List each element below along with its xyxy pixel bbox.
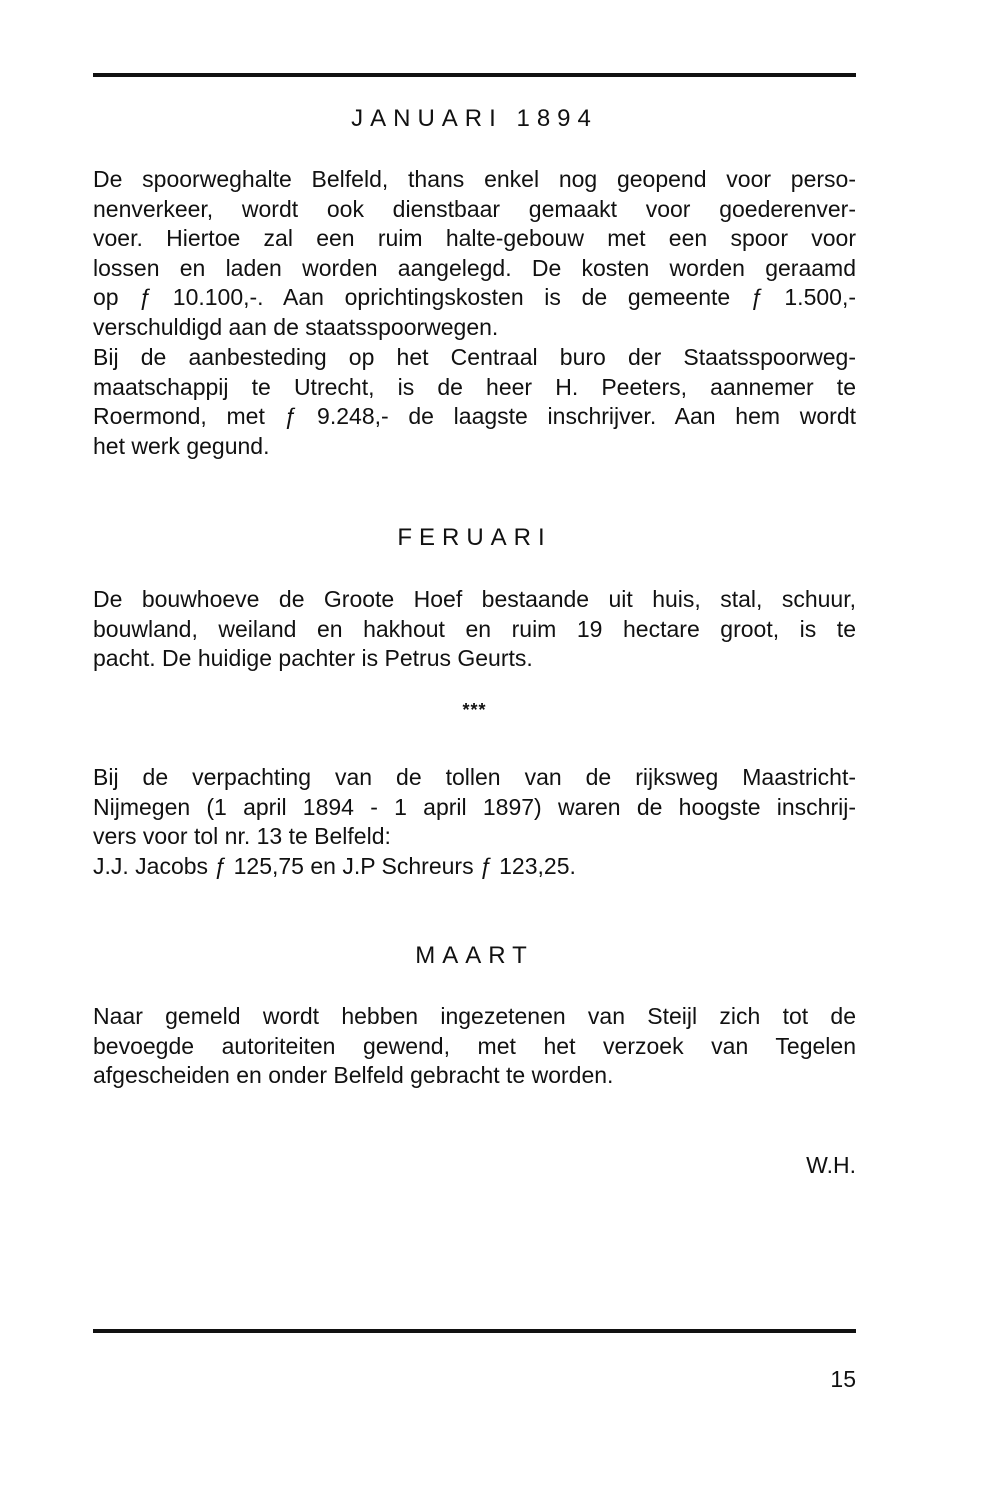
- text-line: afgescheiden en onder Belfeld gebracht te worden.: [93, 1062, 614, 1089]
- text-line: bouwland, weiland en hakhout en ruim 19 hectare groot, is te: [93, 615, 856, 642]
- section-separator: ***: [462, 700, 487, 720]
- text-line: maatschappij te Utrecht, is de heer H. Peeters, aannemer te: [93, 373, 856, 400]
- text-line: Naar gemeld wordt hebben ingezetenen van Steijl zich tot de: [93, 1003, 856, 1029]
- page-number: 15: [830, 1366, 856, 1392]
- bottom-rule: [93, 1329, 856, 1333]
- text-line: Roermond, met ƒ 9.248,- de laagste inschrijver. Aan hem wordt: [93, 403, 856, 430]
- text-line: vers voor tol nr. 13 te Belfeld:: [93, 823, 391, 850]
- paragraph-bouwhoeve: [93, 585, 856, 674]
- text-line: voer. Hiertoe zal een ruim halte-gebouw met een spoor voor: [93, 225, 856, 252]
- paragraph-aanbesteding: [93, 343, 856, 461]
- text-line: verschuldigd aan de staatsspoorwegen.: [93, 313, 499, 340]
- text-line: De spoorweghalte Belfeld, thans enkel nog geopend voor perso-: [93, 166, 856, 192]
- author-signature: W.H.: [806, 1152, 856, 1178]
- text-line: op ƒ 10.100,-. Aan oprichtingskosten is de gemeente ƒ 1.500,-: [93, 284, 856, 311]
- section-heading-feruari: FERUARI: [397, 524, 552, 551]
- text-line: lossen en laden worden aangelegd. De kosten worden geraamd: [93, 254, 856, 281]
- text-line: het werk gegund.: [93, 432, 270, 459]
- text-line: nenverkeer, wordt ook dienstbaar gemaakt voor goederenver-: [93, 195, 856, 222]
- section-heading-maart: MAART: [415, 942, 534, 969]
- text-line: J.J. Jacobs ƒ 125,75 en J.P Schreurs ƒ 123,25.: [93, 852, 576, 879]
- text-line: bevoegde autoriteiten gewend, met het verzoek van Tegelen: [93, 1032, 856, 1059]
- text-line: pacht. De huidige pachter is Petrus Geurts.: [93, 645, 533, 672]
- paragraph-spoorweghalte: [93, 165, 856, 343]
- top-rule: [93, 73, 856, 77]
- paragraph-steijl: [93, 1002, 856, 1091]
- text-line: Bij de aanbesteding op het Centraal buro der Staatsspoorweg-: [93, 344, 856, 370]
- paragraph-tollen: [93, 763, 856, 881]
- text-line: Bij de verpachting van de tollen van de rijksweg Maastricht-: [93, 764, 856, 790]
- section-heading-januari: JANUARI 1894: [351, 105, 598, 132]
- text-line: De bouwhoeve de Groote Hoef bestaande uit huis, stal, schuur,: [93, 586, 856, 612]
- text-line: Nijmegen (1 april 1894 - 1 april 1897) waren de hoogste inschrij-: [93, 793, 856, 820]
